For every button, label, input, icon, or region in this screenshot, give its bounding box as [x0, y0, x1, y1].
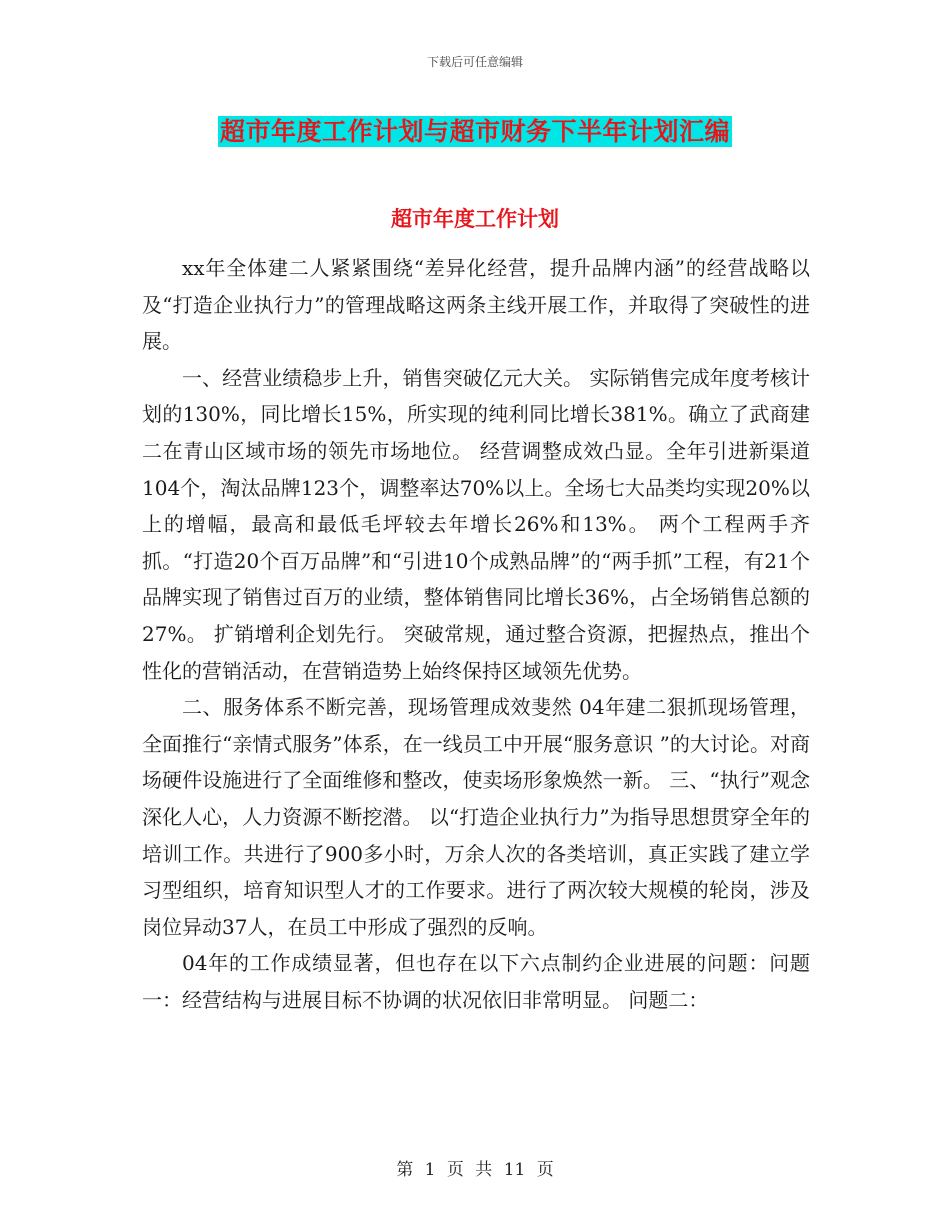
paragraph-section-two: 二、服务体系不断完善，现场管理成效斐然 04年建二狠抓现场管理，全面推行“亲情式服务”体系，在一线员工中开展“服务意识 ”的大讨论。对商场硬件设施进行了全面维修和整改，使卖场形象焕然一新。 三、“执行”观念深化人心，人力资源不断挖潜。 以“打造企业执行力”为指导思想贯穿全年的培训工作。共进行了900多小时，万余人次的各类培训，真正实践了建立学习型组织，培育知识型人才的工作要求。进行了两次较大规模的轮岗，涉及岗位异动37人，在员工中形成了强烈的反响。: [142, 695, 810, 939]
body-text: [142, 250, 810, 1018]
document-title-text: 超市年度工作计划与超市财务下半年计划汇编: [219, 117, 730, 146]
page-footer: 第 1 页 共 11 页: [396, 1160, 554, 1180]
document-title: [0, 112, 950, 148]
paragraph-problems: 04年的工作成绩显著，但也存在以下六点制约企业进展的问题：问题一：经营结构与进展目标不协调的状况依旧非常明显。 问题二：: [142, 951, 810, 1012]
header-note: 下载后可任意编辑: [426, 55, 523, 69]
paragraph-intro: xx年全体建二人紧紧围绕“差异化经营，提升品牌内涵”的经营战略以及“打造企业执行力”的管理战略这两条主线开展工作，并取得了突破性的进展。: [142, 256, 810, 354]
paragraph-section-one: 一、经营业绩稳步上升，销售突破亿元大关。 实际销售完成年度考核计划的130%，同比增长15%，所实现的纯利同比增长381%。确立了武商建二在青山区域市场的领先市场地位。 经营调整成效凸显。全年引进新渠道104个，淘汰品牌123个，调整率达70%以上。全场七大品类均实现20%以上的增幅，最高和最低毛坪较去年增长26%和13%。 两个工程两手齐抓。“打造20个百万品牌”和“引进10个成熟品牌”的“两手抓”工程，有21个品牌实现了销售过百万的业绩，整体销售同比增长36%，占全场销售总额的27%。 扩销增利企划先行。 突破常规，通过整合资源，把握热点，推出个性化的营销活动，在营销造势上始终保持区域领先优势。: [142, 365, 810, 683]
section-title: 超市年度工作计划: [391, 207, 559, 231]
